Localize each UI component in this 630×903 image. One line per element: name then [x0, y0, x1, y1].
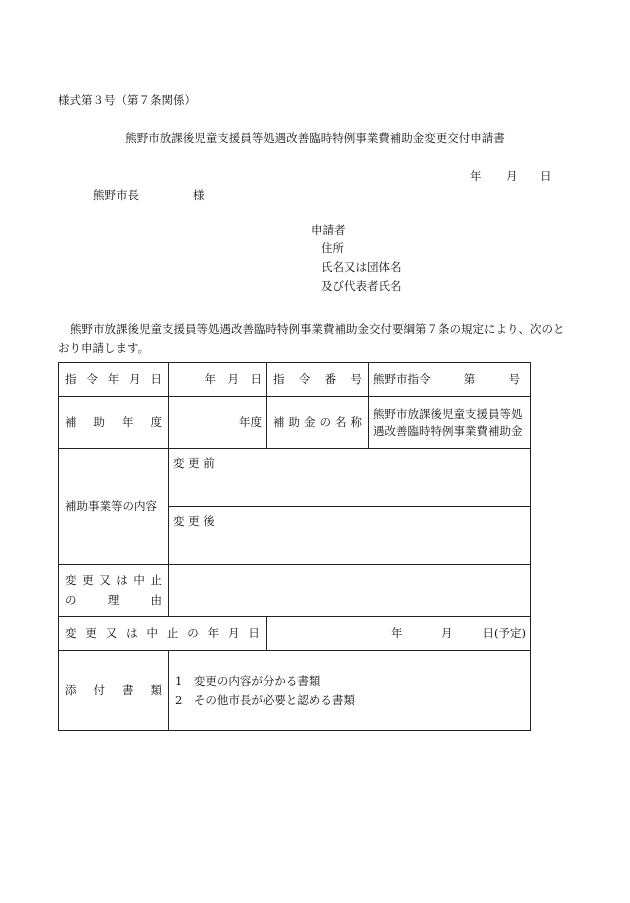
label-char: 日 [150, 371, 162, 386]
fiscal-year-value: 年度 [169, 397, 267, 449]
change-date-month: 月 [441, 625, 453, 640]
applicant-heading: 申請者 [311, 223, 346, 237]
fiscal-year-label [59, 397, 169, 449]
label-char: 度 [150, 414, 162, 429]
label-char: 更 [85, 625, 97, 640]
label-char: 年 [207, 625, 220, 640]
label-char: 補 [65, 414, 77, 429]
subsidy-name-label [267, 397, 369, 449]
label-char: 更 [82, 572, 94, 587]
attachment-item: 1 変更の内容が分かる書類 [175, 674, 321, 689]
label-char: 変 [65, 572, 77, 587]
label-char: 中 [146, 625, 158, 640]
applicant-representative-label: 及び代表者氏名 [321, 279, 402, 293]
change-before-cell [169, 449, 531, 507]
subsidy-name-value: 熊野市放課後児童支援員等処遇改善臨時特例事業費補助金 [369, 397, 531, 449]
change-after-cell [169, 507, 531, 565]
label-char: 称 [350, 414, 362, 429]
reason-value [169, 565, 531, 617]
content-label: 補助事業等の内容 [59, 449, 169, 565]
label-char: 又 [99, 572, 111, 587]
change-date-value [267, 617, 531, 651]
label-char: 月 [228, 625, 240, 640]
label-char: 号 [350, 371, 362, 386]
label-char: の [187, 625, 199, 640]
date-year: 年 [470, 169, 482, 183]
attachments-label [59, 651, 169, 731]
label-char: 日 [248, 625, 260, 640]
document-title: 熊野市放課後児童支援員等処遇改善臨時特例事業費補助金変更交付申請書 [125, 131, 505, 145]
form-number: 様式第３号（第７条関係） [58, 93, 196, 107]
change-date-day: 日(予定) [482, 625, 526, 640]
order-date-label-text [65, 371, 162, 388]
label-char: 指 [273, 371, 285, 386]
reason-label [59, 565, 169, 617]
label-char: 令 [298, 371, 311, 386]
label-char: 書 [122, 682, 134, 697]
label-char: 類 [150, 682, 162, 697]
order-number-label [267, 363, 369, 397]
subsidy-name-label-text [273, 414, 362, 431]
addressee-honorific: 様 [193, 188, 205, 202]
order-number-label-text [273, 371, 362, 388]
attachment-item: 2 その他市長が必要と認める書類 [175, 692, 355, 707]
label-char: 止 [150, 572, 162, 587]
body-text: 熊野市放課後児童支援員等処遇改善臨時特例事業費補助金交付要綱第７条の規定により、次のとおり申請します。 [58, 322, 565, 355]
change-before-label: 変 更 前 [173, 456, 215, 470]
application-table [58, 362, 531, 731]
label-char: 年 [107, 371, 120, 386]
label-char: 番 [324, 371, 337, 386]
label-char: 補 [273, 414, 285, 429]
label-char: 助 [93, 414, 105, 429]
order-number-suffix: 号 [508, 371, 520, 386]
label-char: の [319, 414, 331, 429]
change-after-label: 変 更 後 [173, 514, 215, 528]
label-char: 中 [133, 572, 145, 587]
attachments-label-text [65, 682, 162, 699]
label-char: 付 [93, 682, 105, 697]
label-char: 理 [107, 592, 120, 607]
label-char: の [65, 592, 77, 607]
change-date-label [59, 617, 267, 651]
label-char: 月 [129, 371, 141, 386]
label-char: 変 [65, 625, 77, 640]
applicant-name-label: 氏名又は団体名 [321, 260, 402, 274]
order-date-value: 年 月 日 [169, 363, 267, 397]
label-char: 金 [304, 414, 316, 429]
label-char: は [116, 572, 128, 587]
order-number-value [369, 363, 531, 397]
reason-label-line2 [65, 591, 162, 611]
fiscal-year-label-text [65, 414, 162, 431]
label-char: 名 [335, 414, 347, 429]
label-char: 指 [65, 371, 77, 386]
applicant-address-label: 住所 [321, 241, 344, 255]
label-char: 又 [105, 625, 118, 640]
order-number-mid: 第 [463, 371, 476, 386]
label-char: 年 [122, 414, 134, 429]
order-date-label [59, 363, 169, 397]
reason-label-line1 [65, 571, 162, 591]
label-char: は [126, 625, 138, 640]
label-char: 止 [166, 625, 179, 640]
label-char: 由 [150, 592, 162, 607]
label-char: 添 [65, 682, 77, 697]
date-day: 日 [540, 169, 552, 183]
addressee-name: 熊野市長 [93, 188, 139, 202]
attachments-list [169, 651, 531, 731]
date-month: 月 [506, 169, 518, 183]
change-date-label-text [65, 625, 260, 642]
label-char: 助 [288, 414, 300, 429]
order-number-prefix: 熊野市指令 [373, 371, 431, 386]
change-date-year: 年 [391, 625, 403, 640]
label-char: 令 [86, 371, 98, 386]
